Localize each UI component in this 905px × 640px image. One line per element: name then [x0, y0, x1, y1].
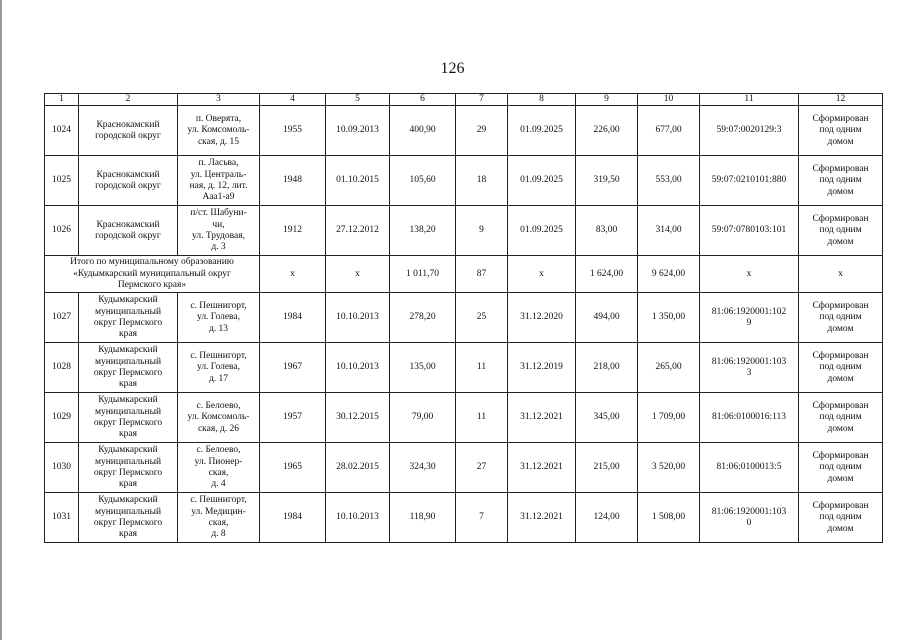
address: п/ст. Шабуни- чи, ул. Трудовая, д. 3: [178, 206, 260, 256]
resettlement-deadline: 31.12.2021: [508, 393, 576, 443]
address: с. Пешнигорт, ул. Голева, д. 13: [178, 293, 260, 343]
value-col-10: 677,00: [638, 106, 700, 156]
recognition-date: 30.12.2015: [326, 393, 390, 443]
residents: 18: [456, 156, 508, 206]
table-row: [45, 106, 883, 156]
year-built: 1967: [260, 343, 326, 393]
residents: 29: [456, 106, 508, 156]
cadastral-number: 81:06:1920001:102 9: [700, 293, 799, 343]
column-header: 8: [508, 94, 576, 106]
table-row: [45, 293, 883, 343]
resettlement-deadline: 31.12.2021: [508, 493, 576, 543]
value-col-10: 314,00: [638, 206, 700, 256]
value-col-10: 1 709,00: [638, 393, 700, 443]
land-status: Сформирован под одним домом: [799, 493, 883, 543]
year-built: 1984: [260, 493, 326, 543]
row-number: 1025: [45, 156, 79, 206]
land-status: Сформирован под одним домом: [799, 293, 883, 343]
value-col-10: 1 508,00: [638, 493, 700, 543]
address: с. Белоево, ул. Комсомоль- ская, д. 26: [178, 393, 260, 443]
row-number: 1026: [45, 206, 79, 256]
value-col-9: 83,00: [576, 206, 638, 256]
land-status: Сформирован под одним домом: [799, 206, 883, 256]
value-col-10: 1 350,00: [638, 293, 700, 343]
cadastral-number: 81:06:1920001:103 0: [700, 493, 799, 543]
column-header: 1: [45, 94, 79, 106]
municipality-name: Кудымкарский муниципальный округ Пермского края: [79, 443, 178, 493]
value-col-9: 319,50: [576, 156, 638, 206]
residents: 7: [456, 493, 508, 543]
year-built: 1955: [260, 106, 326, 156]
subtotal-cell: x: [508, 256, 576, 293]
row-number: 1029: [45, 393, 79, 443]
row-number: 1030: [45, 443, 79, 493]
recognition-date: 10.10.2013: [326, 293, 390, 343]
value-col-9: 215,00: [576, 443, 638, 493]
resettlement-deadline: 31.12.2021: [508, 443, 576, 493]
municipality-name: Кудымкарский муниципальный округ Пермского края: [79, 343, 178, 393]
column-header: 9: [576, 94, 638, 106]
recognition-date: 27.12.2012: [326, 206, 390, 256]
land-status: Сформирован под одним домом: [799, 106, 883, 156]
year-built: 1984: [260, 293, 326, 343]
municipality-name: Краснокамский городской округ: [79, 206, 178, 256]
resettlement-deadline: 01.09.2025: [508, 106, 576, 156]
row-number: 1027: [45, 293, 79, 343]
municipality-name: Краснокамский городской округ: [79, 106, 178, 156]
year-built: 1948: [260, 156, 326, 206]
recognition-date: 28.02.2015: [326, 443, 390, 493]
cadastral-number: 59:07:0210101:880: [700, 156, 799, 206]
subtotal-label: Итого по муниципальному образованию «Кудымкарский муниципальный округ Пермского края»: [45, 256, 260, 293]
column-header: 10: [638, 94, 700, 106]
table-row: [45, 393, 883, 443]
area: 138,20: [390, 206, 456, 256]
address: п. Ласьва, ул. Централь- ная, д. 12, лит. Ааа1-а9: [178, 156, 260, 206]
area: 105,60: [390, 156, 456, 206]
year-built: 1965: [260, 443, 326, 493]
residents: 25: [456, 293, 508, 343]
column-header: 7: [456, 94, 508, 106]
column-header: 12: [799, 94, 883, 106]
subtotal-cell: x: [799, 256, 883, 293]
column-header: 6: [390, 94, 456, 106]
value-col-9: 226,00: [576, 106, 638, 156]
cadastral-number: 81:06:0100013:5: [700, 443, 799, 493]
resettlement-deadline: 31.12.2020: [508, 293, 576, 343]
area: 135,00: [390, 343, 456, 393]
value-col-10: 3 520,00: [638, 443, 700, 493]
resettlement-deadline: 31.12.2019: [508, 343, 576, 393]
subtotal-cell: x: [326, 256, 390, 293]
area: 324,30: [390, 443, 456, 493]
value-col-10: 553,00: [638, 156, 700, 206]
table-row: [45, 443, 883, 493]
recognition-date: 10.10.2013: [326, 493, 390, 543]
municipality-name: Кудымкарский муниципальный округ Пермского края: [79, 293, 178, 343]
subtotal-residents: 87: [456, 256, 508, 293]
land-status: Сформирован под одним домом: [799, 343, 883, 393]
year-built: 1912: [260, 206, 326, 256]
row-number: 1028: [45, 343, 79, 393]
area: 400,90: [390, 106, 456, 156]
row-number: 1024: [45, 106, 79, 156]
column-header: 3: [178, 94, 260, 106]
address: с. Пешнигорт, ул. Голева, д. 17: [178, 343, 260, 393]
year-built: 1957: [260, 393, 326, 443]
recognition-date: 01.10.2015: [326, 156, 390, 206]
residents: 11: [456, 393, 508, 443]
table-row: [45, 206, 883, 256]
row-number: 1031: [45, 493, 79, 543]
subtotal-cell: x: [700, 256, 799, 293]
land-status: Сформирован под одним домом: [799, 393, 883, 443]
column-header: 11: [700, 94, 799, 106]
subtotal-cell: x: [260, 256, 326, 293]
value-col-10: 265,00: [638, 343, 700, 393]
area: 118,90: [390, 493, 456, 543]
recognition-date: 10.10.2013: [326, 343, 390, 393]
cadastral-number: 81:06:1920001:103 3: [700, 343, 799, 393]
municipality-name: Краснокамский городской округ: [79, 156, 178, 206]
recognition-date: 10.09.2013: [326, 106, 390, 156]
value-col-9: 494,00: [576, 293, 638, 343]
cadastral-number: 59:07:0780103:101: [700, 206, 799, 256]
subtotal-area: 1 011,70: [390, 256, 456, 293]
cadastral-number: 59:07:0020129:3: [700, 106, 799, 156]
municipality-name: Кудымкарский муниципальный округ Пермского края: [79, 393, 178, 443]
area: 278,20: [390, 293, 456, 343]
address: с. Белоево, ул. Пионер- ская, д. 4: [178, 443, 260, 493]
resettlement-deadline: 01.09.2025: [508, 156, 576, 206]
table-row: [45, 156, 883, 206]
address: п. Оверята, ул. Комсомоль- ская, д. 15: [178, 106, 260, 156]
column-header: 2: [79, 94, 178, 106]
table-row: [45, 493, 883, 543]
address: с. Пешнигорт, ул. Медицин- ская, д. 8: [178, 493, 260, 543]
subtotal-value-col-10: 9 624,00: [638, 256, 700, 293]
table-row: [45, 343, 883, 393]
registry-table: [44, 93, 883, 543]
residents: 27: [456, 443, 508, 493]
page-left-edge: [0, 0, 2, 640]
value-col-9: 345,00: [576, 393, 638, 443]
header-row: [45, 94, 883, 106]
page-number: 126: [440, 60, 465, 77]
cadastral-number: 81:06:0100016:113: [700, 393, 799, 443]
column-header: 4: [260, 94, 326, 106]
municipality-name: Кудымкарский муниципальный округ Пермского края: [79, 493, 178, 543]
resettlement-deadline: 01.09.2025: [508, 206, 576, 256]
column-header: 5: [326, 94, 390, 106]
land-status: Сформирован под одним домом: [799, 156, 883, 206]
area: 79,00: [390, 393, 456, 443]
value-col-9: 218,00: [576, 343, 638, 393]
residents: 11: [456, 343, 508, 393]
subtotal-value-col-9: 1 624,00: [576, 256, 638, 293]
value-col-9: 124,00: [576, 493, 638, 543]
subtotal-row: [45, 256, 883, 293]
land-status: Сформирован под одним домом: [799, 443, 883, 493]
residents: 9: [456, 206, 508, 256]
